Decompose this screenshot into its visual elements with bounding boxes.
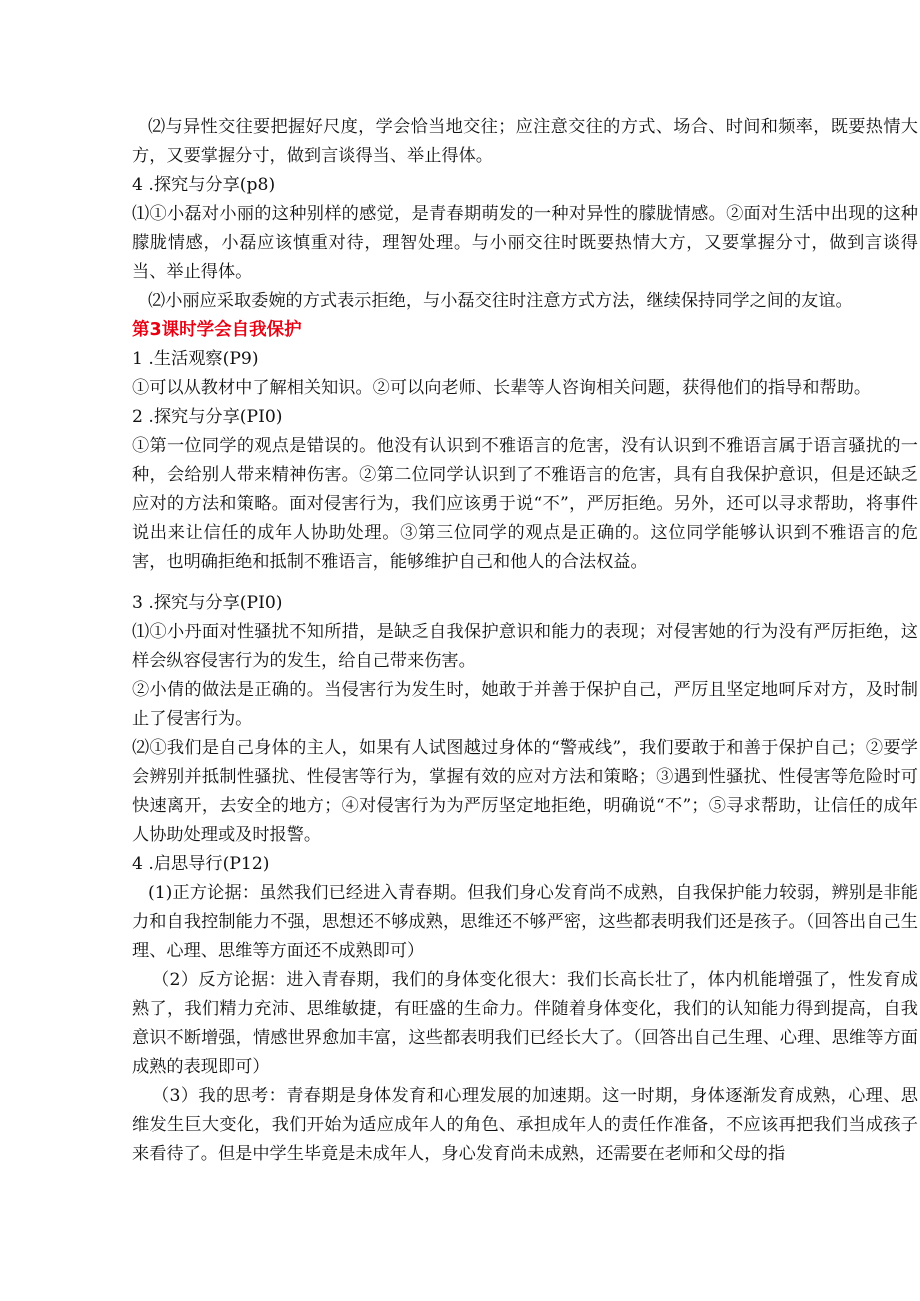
section-label-explore-p10-b: 3 .探究与分享(PI0) [132, 593, 283, 613]
paragraph-xiaoqian: ②小倩的做法是正确的。当侵害行为发生时，她敢于并善于保护自己，严厉且坚定地呵斥对方，及时制止了侵害行为。 [132, 680, 918, 729]
section-label-explore-p10-a: 2 .探究与分享(PI0) [132, 407, 283, 427]
paragraph-con-argument: （2）反方论据：进入青春期，我们的身体变化很大：我们长高长壮了，体内机能增强了，性发育成熟了，我们精力充沛、思维敏捷，有旺盛的生命力。伴随着身体变化，我们的认知能力得到提高，自我意识不断增强，情感世界愈加丰富，这些都表明我们已经长大了。（回答出自己生理、心理、思维等方面成熟的表现即可） [132, 970, 918, 1077]
paragraph-three-students: ①第一位同学的观点是错误的。他没有认识到不雅语言的危害，没有认识到不雅语言属于语言骚扰的一种，会给别人带来精神伤害。②第二位同学认识到了不雅语言的危害，具有自我保护意识，但是还缺乏应对的方法和策略。面对侵害行为，我们应该勇于说“不”，严厉拒绝。另外，还可以寻求帮助，将事件说出来让信任的成年人协助处理。③第三位同学的观点是正确的。这位同学能够认识到不雅语言的危害，也明确拒绝和抵制不雅语言，能够维护自己和他人的合法权益。 [132, 436, 918, 572]
section-label-reflection-p12: 4 .启思导行(P12) [132, 854, 270, 874]
lesson-heading: 第3课时学会自我保护 [132, 320, 302, 340]
section-label-explore-p8: 4 .探究与分享(p8) [132, 175, 276, 195]
paragraph-xiaodan: ⑴①小丹面对性骚扰不知所措，是缺乏自我保护意识和能力的表现；对侵害她的行为没有严厉拒绝，这样会纵容侵害行为的发生，给自己带来伤害。 [132, 622, 918, 671]
paragraph-self-protection-list: ⑵①我们是自己身体的主人，如果有人试图越过身体的“警戒线”，我们要敢于和善于保护自己；②要学会辨别并抵制性骚扰、性侵害等行为，掌握有效的应对方法和策略；③遇到性骚扰、性侵害等危险时可快速离开，去安全的地方；④对侵害行为为严厉坚定地拒绝，明确说“不”；⑤寻求帮助，让信任的成年人协助处理或及时报警。 [132, 738, 918, 845]
paragraph-my-thinking: （3）我的思考：青春期是身体发育和心理发展的加速期。这一时期，身体逐渐发育成熟，心理、思维发生巨大变化，我们开始为适应成年人的角色、承担成年人的责任作准备，不应该再把我们当成孩子来看待了。但是中学生毕竟是未成年人，身心发育尚未成熟，还需要在老师和父母的指 [132, 1086, 918, 1164]
paragraph-xiaolei-feelings: ⑴①小磊对小丽的这种别样的感觉，是青春期萌发的一种对异性的朦胧情感。②面对生活中出现的这种朦胧情感，小磊应该慎重对待，理智处理。与小丽交往时既要热情大方，又要掌握分寸，做到言谈得当、举止得体。 [132, 204, 918, 282]
paragraph-observation-answer: ①可以从教材中了解相关知识。②可以向老师、长辈等人咨询相关问题，获得他们的指导和帮助。 [132, 378, 872, 398]
document-body [132, 113, 918, 1169]
paragraph-xiaoli-refusal: ⑵小丽应采取委婉的方式表示拒绝，与小磊交往时注意方式方法，继续保持同学之间的友谊。 [148, 291, 853, 311]
paragraph-opposite-sex-interaction: ⑵与异性交往要把握好尺度，学会恰当地交往；应注意交往的方式、场合、时间和频率，既要热情大方，又要掌握分寸，做到言谈得当、举止得体。 [132, 117, 918, 166]
paragraph-pro-argument: (1)正方论据：虽然我们已经进入青春期。但我们身心发育尚不成熟，自我保护能力较弱，辨别是非能力和自我控制能力不强，思想还不够成熟，思维还不够严密，这些都表明我们还是孩子。（回答出自己生理、心理、思维等方面还不成熟即可） [132, 883, 918, 961]
section-label-observation-p9: 1 .生活观察(P9) [132, 349, 259, 369]
